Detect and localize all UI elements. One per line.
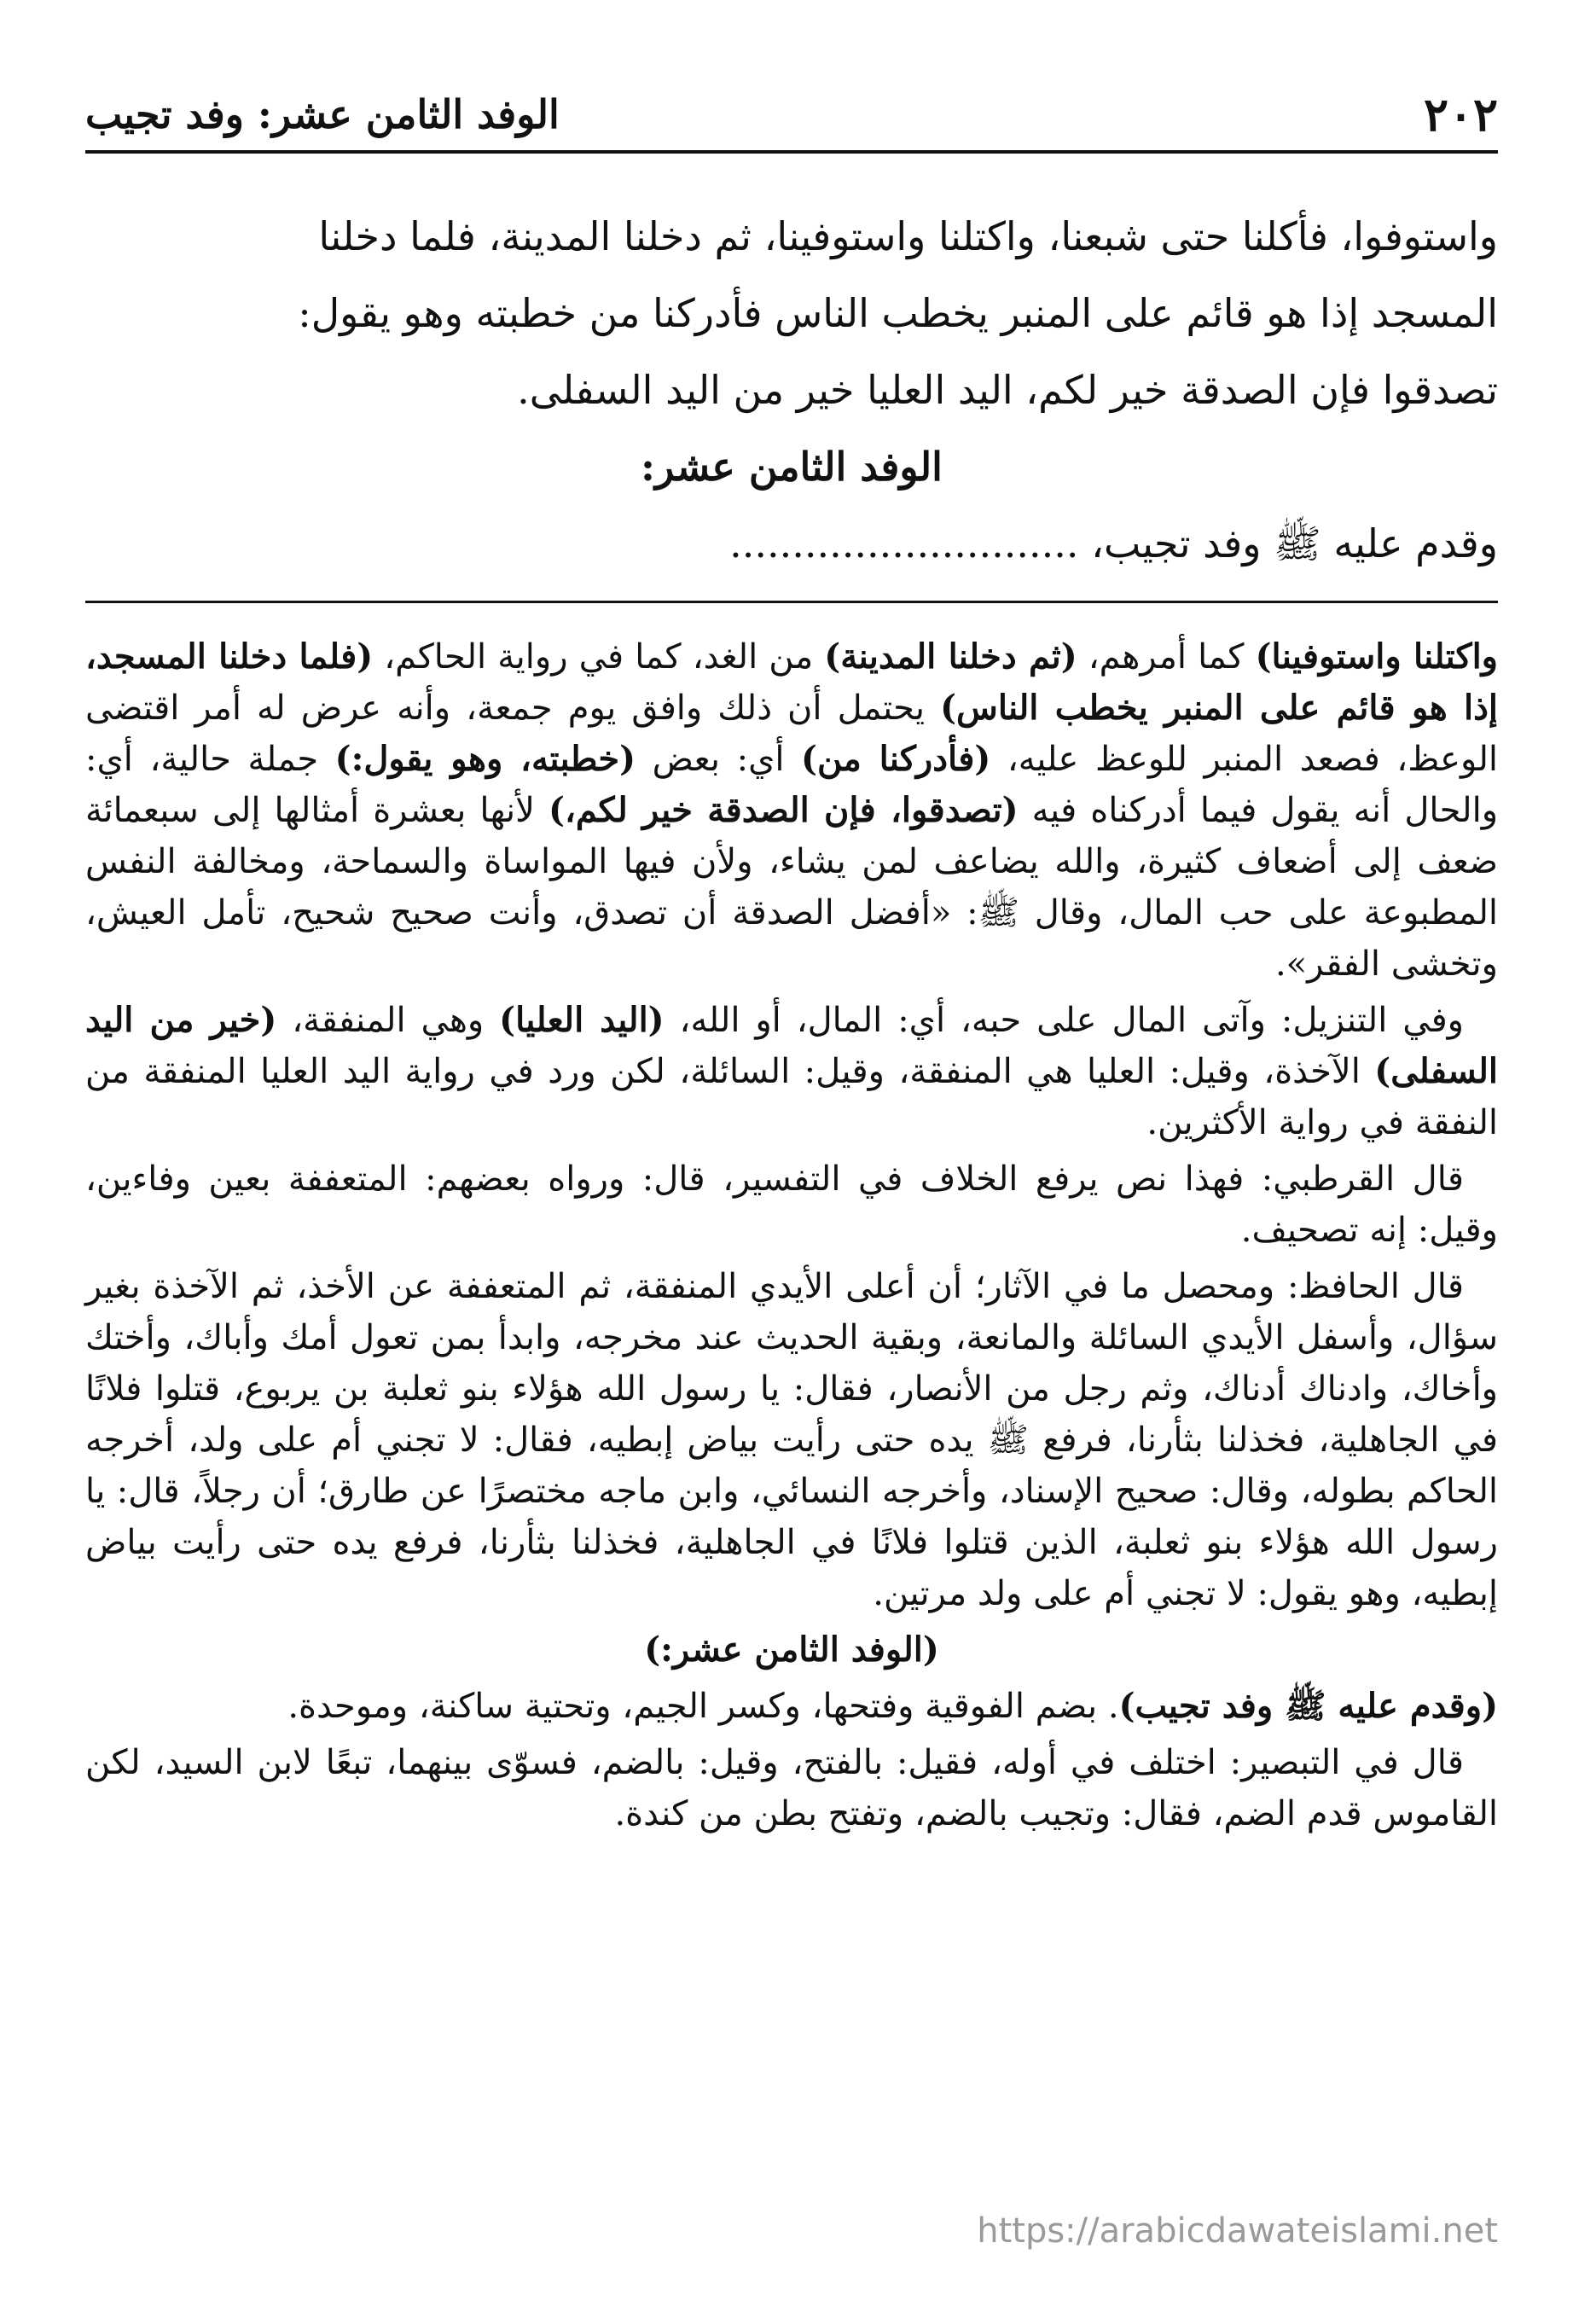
commentary-paragraph: قال الحافظ: ومحصل ما في الآثار؛ أن أعلى الأيدي المنفقة، ثم المتعففة عن الأخذ، ثم الآخذة بغير سؤال، وأسفل الأيدي السائلة والمانعة، وبقية الحديث عند مخرجه، وابدأ بمن تعول أمك وأباك، وأختك وأخاك، وادناك أدناك، وثم رجل من الأنصار، فقال: يا رسول الله هؤلاء بنو ثعلبة بن يربوع، قتلوا فلانًا في الجاهلية، فخذلنا بثأرنا، فرفع ﷺ يده حتى رأيت بياض إبطيه، فقال: لا تجني أم على ولد، أخرجه الحاكم بطوله، وقال: صحيح الإسناد، وأخرجه النسائي، وابن ماجه مختصرًا عن طارق؛ أن رجلاً، قال: يا رسول الله هؤلاء بنو ثعلبة، الذين قتلوا فلانًا في الجاهلية، فخذلنا بثأرنا، فرفع يده حتى رأيت بياض إبطيه، وهو يقول: لا تجني أم على ولد مرتين. (85, 1267, 1498, 1613)
quoted-text: (فلما دخلنا المسجد، إذا هو قائم على المنبر يخطب الناس) (85, 636, 1499, 728)
page-number: ٢٠٢ (1423, 87, 1498, 142)
watermark-url: https://arabicdawateislami.net (977, 2211, 1498, 2251)
commentary-paragraph: قال في التبصير: اختلف في أوله، فقيل: بالفتح، وقيل: بالضم، فسوّى بينهما، تبعًا لابن السيد، لكن القاموس قدم الضم، فقال: وتجيب بالضم، وتفتح بطن من كندة. (85, 1743, 1498, 1833)
commentary-text: جملة حالية، أي: والحال أنه يقول فيما أدركناه فيه (85, 740, 1499, 830)
section-title: الوفد الثامن عشر: (641, 444, 943, 490)
running-title: الوفد الثامن عشر: وفد تجيب (85, 91, 560, 137)
commentary-text: يحتمل أن ذلك وافق يوم جمعة، وأنه عرض له أمر اقتضى الوعظ، فصعد المنبر للوعظ عليه، (85, 688, 1499, 779)
quoted-text: (اليد العليا) (499, 1000, 665, 1040)
quoted-text: واكتلنا واستوفينا) (1255, 636, 1498, 677)
commentary-text: من الغد، كما في رواية الحاكم، (373, 637, 825, 677)
commentary-text: أي: بعض (636, 740, 802, 779)
commentary-text: . بضم الفوقية وفتحها، وكسر الجيم، وتحتية ساكنة، وموحدة. (287, 1687, 1119, 1726)
main-text-line: المسجد إذا هو قائم على المنبر يخطب الناس فأدركنا من خطبته وهو يقول: (298, 290, 1498, 336)
quoted-text: (تصدقوا، فإن الصدقة خير لكم،) (549, 790, 1019, 830)
section-lead-line: وقدم عليه ﷺ وفد تجيب، ............................ (729, 520, 1498, 566)
commentary-paragraph (85, 1681, 1498, 1732)
quoted-text: (خير من اليد السفلى) (85, 1000, 1498, 1091)
text-divider (85, 601, 1498, 603)
main-text (85, 198, 1498, 582)
page-header (85, 78, 1498, 154)
commentary-paragraph (85, 995, 1498, 1148)
quoted-text: (ثم دخلنا المدينة) (824, 636, 1077, 677)
commentary-subtitle: (الوفد الثامن عشر:) (644, 1630, 939, 1670)
quoted-text: (خطبته، وهو يقول:) (334, 739, 636, 779)
commentary-text: وهي المنفقة، (276, 1001, 500, 1040)
commentary-text: الآخذة، وقيل: العليا هي المنفقة، وقيل: السائلة، لكن ورد في رواية اليد العليا المنفقة من النفقة في رواية الأكثرين. (85, 1052, 1498, 1142)
quoted-text: (وقدم عليه ﷺ وفد تجيب) (1118, 1686, 1498, 1726)
commentary-paragraph (85, 631, 1498, 990)
main-text-line: واستوفوا، فأكلنا حتى شبعنا، واكتلنا واستوفينا، ثم دخلنا المدينة، فلما دخلنا (318, 213, 1498, 259)
commentary-text: لأنها بعشرة أمثالها إلى سبعمائة ضعف إلى أضعاف كثيرة، والله يضاعف لمن يشاء، ولأن فيها المواساة والسماحة، ومخالفة النفس المطبوعة على حب المال، وقال ﷺ: «أفضل الصدقة أن تصدق، وأنت صحيح شحيح، تأمل العيش، وتخشى الفقر». (85, 791, 1498, 984)
commentary (85, 631, 1498, 1845)
commentary-text: وفي التنزيل: وآتى المال على حبه، أي: المال، أو الله، (664, 1001, 1465, 1040)
main-text-line: تصدقوا فإن الصدقة خير لكم، اليد العليا خير من اليد السفلى. (517, 367, 1498, 413)
quoted-text: (فأدركنا من) (801, 739, 991, 779)
commentary-paragraph: قال القرطبي: فهذا نص يرفع الخلاف في التفسير، قال: ورواه بعضهم: المتعففة بعين وفاءين، وقيل: إنه تصحيف. (85, 1159, 1498, 1250)
commentary-text: كما أمرهم، (1077, 637, 1256, 677)
